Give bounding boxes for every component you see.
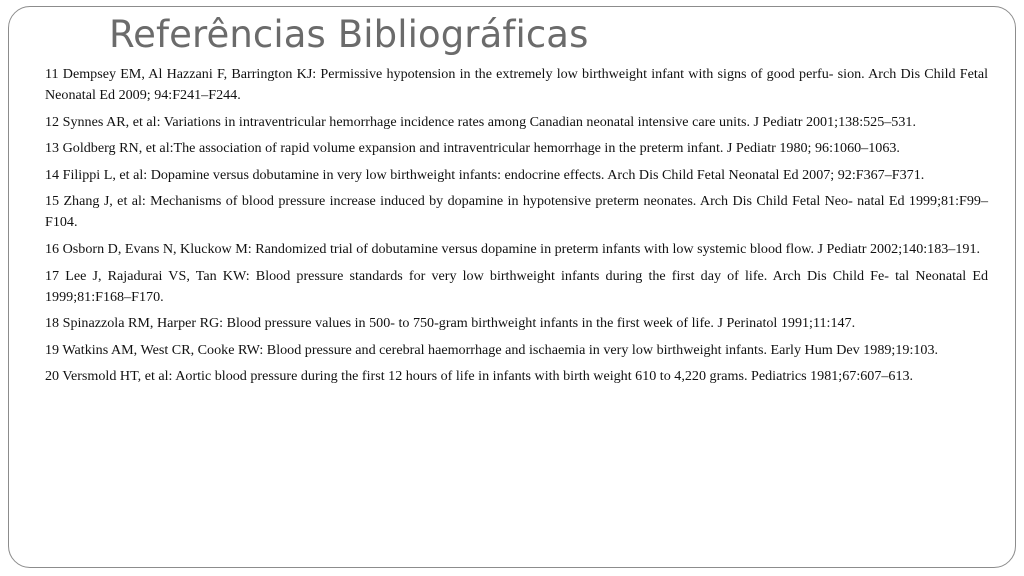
reference-item: 15 Zhang J, et al: Mechanisms of blood pressure increase induced by dopamine in hypotensive preterm neonates. Arch Dis Child Fetal Neo- natal Ed 1999;81:F99–F104. — [45, 193, 988, 231]
reference-item: 13 Goldberg RN, et al:The association of rapid volume expansion and intraventricular hemorrhage in the preterm infant. J Pediatr 1980; 96:1060–1063. — [45, 140, 900, 157]
reference-item: 19 Watkins AM, West CR, Cooke RW: Blood pressure and cerebral haemorrhage and ischaemia in very low birthweight infants. Early Hum Dev 1989;19:103. — [45, 341, 939, 358]
reference-item: 16 Osborn D, Evans N, Kluckow M: Randomized trial of dobutamine versus dopamine in preterm infants with low systemic blood flow. J Pediatr 2002;140:183–191. — [45, 240, 981, 257]
reference-item: 14 Filippi L, et al: Dopamine versus dobutamine in very low birthweight infants: endocrine effects. Arch Dis Child Fetal Neonatal Ed 2007; 92:F367–F371. — [45, 166, 925, 183]
reference-item: 18 Spinazzola RM, Harper RG: Blood pressure values in 500- to 750-gram birthweight infants in the first week of life. J Perinatol 1991;11:147. — [45, 315, 856, 332]
reference-list — [45, 64, 988, 393]
reference-item: 11 Dempsey EM, Al Hazzani F, Barrington KJ: Permissive hypotension in the extremely low birthweight infant with signs of good perfu- sion. Arch Dis Child Fetal Neonatal Ed 2009; 94:F241–F244. — [45, 66, 988, 103]
slide-title: Referências Bibliográficas — [109, 13, 589, 56]
reference-item: 12 Synnes AR, et al: Variations in intraventricular hemorrhage incidence rates among Canadian neonatal intensive care units. J Pediatr 2001;138:525–531. — [45, 113, 916, 130]
reference-item: 20 Versmold HT, et al: Aortic blood pressure during the first 12 hours of life in infants with birth weight 610 to 4,220 grams. Pediatrics 1981;67:607–613. — [45, 368, 914, 385]
reference-item: 17 Lee J, Rajadurai VS, Tan KW: Blood pressure standards for very low birthweight infants during the first day of life. Arch Dis Child Fe- tal Neonatal Ed 1999;81:F168–F170. — [45, 267, 988, 305]
